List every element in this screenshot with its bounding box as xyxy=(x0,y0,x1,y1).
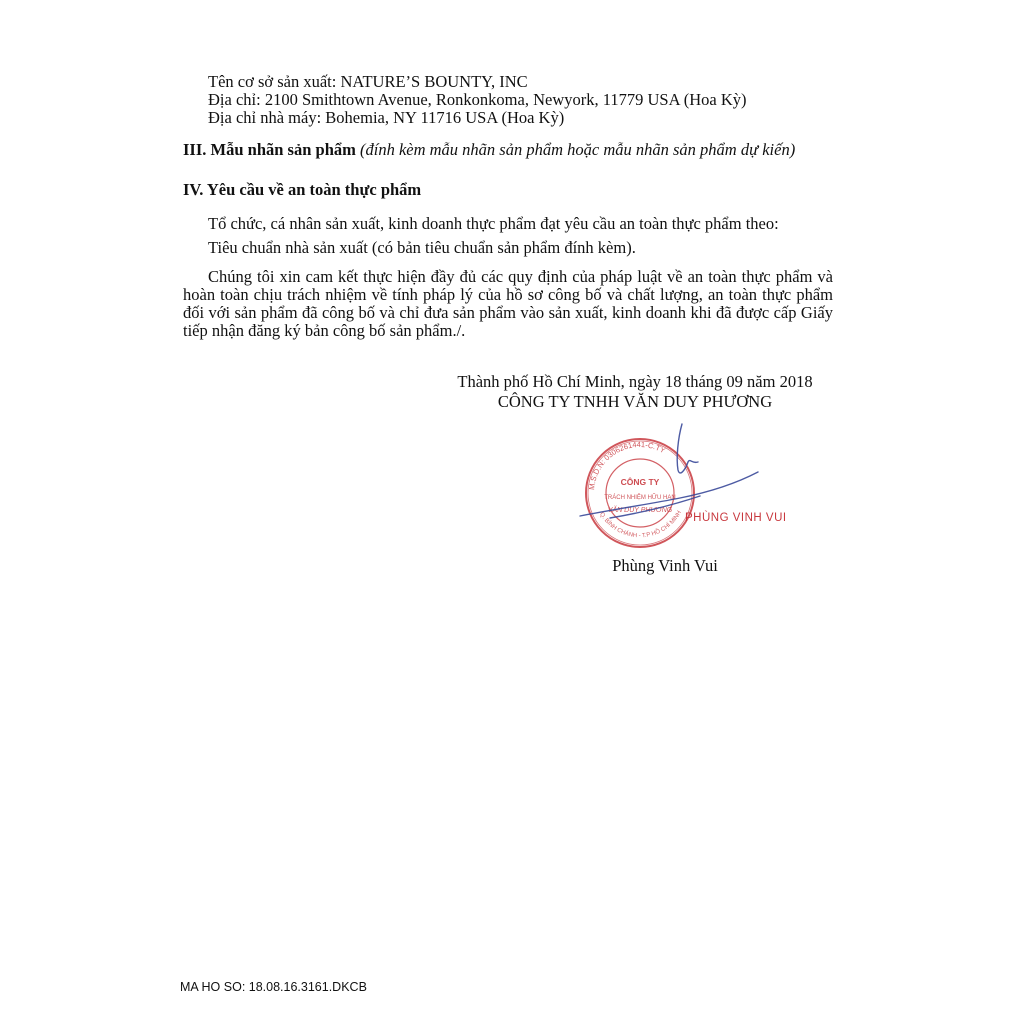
section-3-note: (đính kèm mẫu nhãn sản phẩm hoặc mẫu nhãn sản phẩm dự kiến) xyxy=(360,140,796,159)
section-3 xyxy=(183,140,795,160)
signer-name: Phùng Vinh Vui xyxy=(612,556,718,575)
commitment-line-1: Chúng tôi xin cam kết thực hiện đầy đủ các quy định của pháp luật về an toàn thực phẩm và xyxy=(208,267,833,286)
company-name: CÔNG TY TNHH VĂN DUY PHƯƠNG xyxy=(497,392,773,411)
handwritten-signature xyxy=(580,424,758,518)
company-seal xyxy=(570,418,800,558)
manufacturer-address: Địa chỉ: 2100 Smithtown Avenue, Ronkonkoma, Newyork, 11779 USA (Hoa Kỳ) xyxy=(208,90,747,109)
section-4-line-2: Tiêu chuẩn nhà sản xuất (có bản tiêu chuẩn sản phẩm đính kèm). xyxy=(208,238,636,257)
section-4-heading: IV. Yêu cầu về an toàn thực phẩm xyxy=(183,180,422,199)
place-date: Thành phố Hồ Chí Minh, ngày 18 tháng 09 năm 2018 xyxy=(457,372,813,391)
seal-center-line-2: TRÁCH NHIỆM HỮU HẠN xyxy=(604,495,676,501)
seal-bottom-text: Q. BÌNH CHÁNH - T.P HỒ CHÍ MINH xyxy=(598,510,683,540)
seal-center-line-3: VĂN DUY PHƯƠNG xyxy=(607,507,673,514)
section-3-heading: III. Mẫu nhãn sản phẩm xyxy=(183,140,356,159)
commitment-line-3: đối với sản phẩm đã công bố và chỉ đưa sản phẩm vào sản xuất, kinh doanh khi đã được cấp Giấy xyxy=(183,303,833,322)
stamp-signer-name: PHÙNG VINH VUI xyxy=(685,512,787,524)
seal-center-line-1: CÔNG TY xyxy=(620,477,660,487)
commitment-line-2: hoàn toàn chịu trách nhiệm về tính pháp lý của hồ sơ công bố và chất lượng, an toàn thực phẩm xyxy=(183,285,833,304)
factory-address: Địa chỉ nhà máy: Bohemia, NY 11716 USA (Hoa Kỳ) xyxy=(208,108,565,127)
record-code: MA HO SO: 18.08.16.3161.DKCB xyxy=(180,980,367,994)
seal-and-signature-graphic xyxy=(570,418,800,558)
manufacturer-name: Tên cơ sở sản xuất: NATURE’S BOUNTY, INC xyxy=(208,72,528,91)
section-4-line-1: Tổ chức, cá nhân sản xuất, kinh doanh thực phẩm đạt yêu cầu an toàn thực phẩm theo: xyxy=(208,214,779,233)
commitment-line-4: tiếp nhận đăng ký bản công bố sản phẩm./. xyxy=(183,321,466,340)
seal-ring-text: M.S.D.N: 0306261441-C.TY xyxy=(587,439,667,491)
